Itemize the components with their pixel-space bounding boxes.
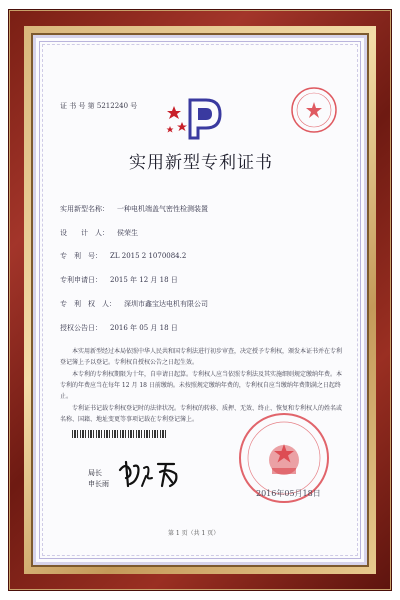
field-label: 专利申请日： — [60, 276, 102, 284]
field-label: 专 利 号： — [60, 252, 102, 260]
field-label: 实用新型名称： — [60, 205, 109, 213]
page-number: 第 1 页（共 1 页） — [168, 530, 220, 537]
handwritten-signature-icon — [116, 456, 186, 492]
official-title-line2: 申长雨 — [88, 480, 109, 488]
field-value: 2015 年 12 月 18 日 — [110, 276, 178, 284]
field-value: 深圳市鑫宝达电机有限公司 — [124, 300, 208, 308]
official-title — [88, 468, 109, 490]
field-designer — [60, 228, 138, 238]
sign-date: 2016年05月18日 — [256, 489, 321, 498]
field-value: 2016 年 05 月 18 日 — [110, 324, 178, 332]
field-value: 一种电机端盖气密性检测装置 — [117, 205, 208, 213]
field-value: ZL 2015 2 1070084.2 — [110, 252, 187, 260]
field-announcement-date — [60, 323, 178, 333]
certificate-title: 实用新型专利证书 — [129, 153, 273, 173]
paragraph-grant: 本实用新型经过本局依照中华人民共和国专利法进行初步审查，决定授予专利权，颁发本证书并在专利登记簿上予以登记。专利权自授权公告之日起生效。 — [60, 348, 343, 366]
field-label: 专 利 权 人： — [60, 300, 116, 308]
field-utility-model-name — [60, 204, 208, 214]
paragraph-registration: 专利证书记载专利权登记时的法律状况。专利权的转移、质押、无效、终止、恢复和专利权人的姓名或名称、国籍、地址变更等事项记载在专利登记簿上。 — [60, 405, 343, 423]
seal-top-right-icon — [288, 84, 340, 136]
official-title-line1: 局长 — [88, 469, 102, 477]
field-value: 侯荣生 — [117, 229, 138, 237]
field-patentee — [60, 299, 208, 309]
certificate-number: 证 书 号 第 5212240 号 — [60, 102, 138, 110]
field-label: 授权公告日： — [60, 324, 102, 332]
barcode — [72, 430, 168, 438]
paragraph-term: 本专利的专利权期限为十年，自申请日起算。专利权人应当依照专利法及其实施细则规定缴纳年费。本专利的年费应当在每年 12 月 18 日前缴纳。未按照规定缴纳年费的，专利权自应当缴纳年费期满之日起终止。 — [60, 371, 343, 400]
patent-emblem-icon — [160, 92, 232, 142]
field-label: 设 计 人： — [60, 229, 109, 237]
field-application-date — [60, 275, 178, 285]
field-patent-number — [60, 251, 186, 261]
